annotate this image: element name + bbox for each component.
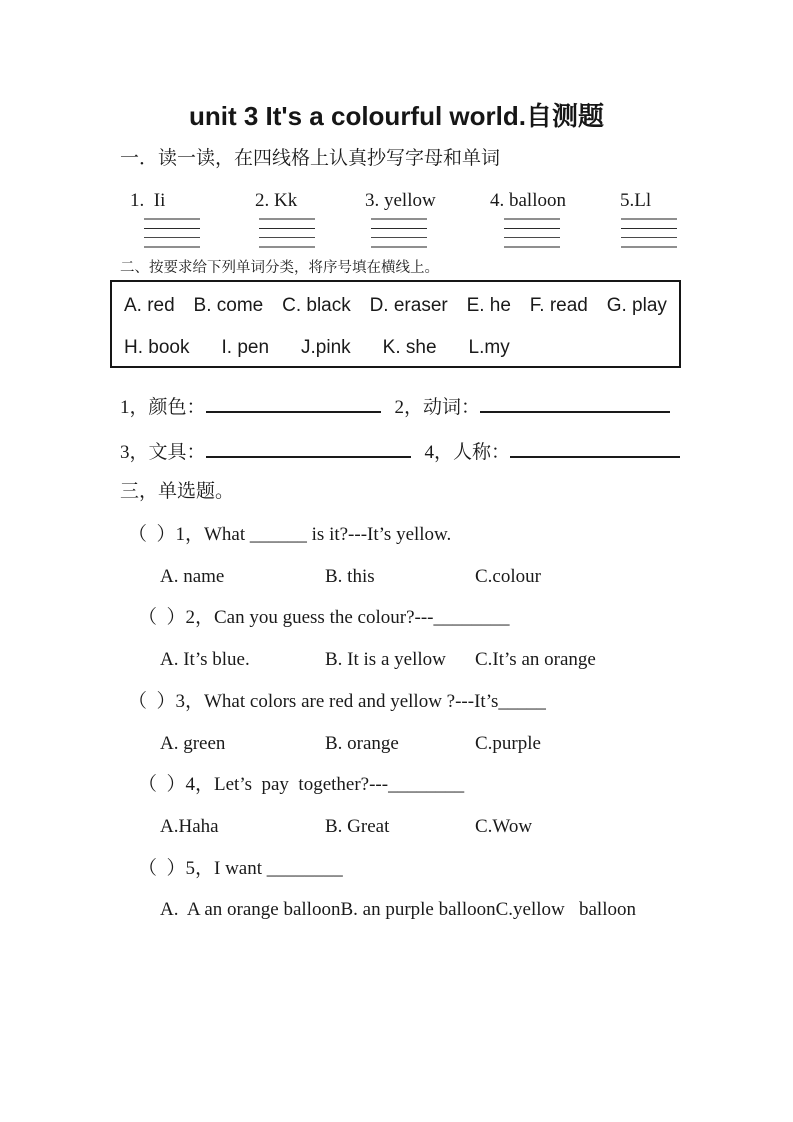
word-bank-item: B. come [193,295,264,316]
writing-line [504,237,560,238]
question-options [120,639,690,681]
word-bank-item: I. pen [221,337,270,358]
writing-line [144,228,200,229]
word-bank-item: J.pink [301,337,351,358]
answer-blank-line [206,437,411,458]
question-options [120,723,690,765]
copy-item-label: 2. Kk [255,190,298,211]
question-block [120,848,690,931]
word-bank-row [124,294,667,318]
writing-line [371,218,427,220]
writing-line [621,246,677,248]
writing-line [144,246,200,248]
copy-item-label: 3. yellow [365,190,436,211]
word-bank-item: C. black [282,295,351,316]
category-blank-row [120,437,680,467]
writing-lines [144,218,200,248]
copy-practice-row [0,188,793,258]
copy-item [490,188,566,248]
question-block [120,681,690,764]
section-one-heading: 一．读一读，在四线格上认真抄写字母和单词 [120,148,501,169]
writing-lines [259,218,315,248]
category-blank-label: 1，颜色： [120,397,206,418]
category-blank-label: 4，人称： [424,442,511,463]
word-bank-item: H. book [124,337,190,358]
question-option: A. It’s blue. [160,649,250,671]
question-option: A. name [160,565,225,587]
question-options [120,889,690,931]
section-two-heading: 二、按要求给下列单词分类，将序号填在横线上。 [120,260,439,276]
category-blank-label: 3，文具： [120,442,206,463]
question-option: C.yellow balloon [495,899,636,921]
word-bank-row [124,336,667,360]
question-options [120,556,690,598]
copy-item [365,188,436,248]
question-options [120,806,690,848]
question-block [120,597,690,680]
question-block [120,514,690,597]
writing-lines [621,218,677,248]
page-title: unit 3 It's a colourful world.自测题 [189,101,604,131]
writing-line [504,246,560,248]
writing-line [621,237,677,238]
writing-line [259,218,315,220]
writing-line [371,237,427,238]
word-bank-item: D. eraser [369,295,448,316]
writing-lines [504,218,560,248]
answer-blank-line [480,392,670,413]
copy-item [255,188,315,248]
section-three-heading: 三，单选题。 [120,481,235,502]
writing-line [504,218,560,220]
question-option: A. A an orange balloon [160,899,341,921]
writing-line [371,246,427,248]
multiple-choice-section [120,514,690,931]
question-option: C.Wow [475,815,533,837]
question-option: A. green [160,732,226,754]
writing-line [504,228,560,229]
copy-item [130,188,200,248]
word-bank-item: F. read [529,295,588,316]
word-bank-item: G. play [606,295,667,316]
question-option: B. orange [325,732,399,754]
writing-lines [371,218,427,248]
writing-line [259,246,315,248]
writing-line [621,218,677,220]
question-option: C.colour [475,565,541,587]
word-bank-item: K. she [382,337,437,358]
question-option: B. Great [325,815,390,837]
question-option: B. It is a yellow [325,649,446,671]
category-blank-label: 2，动词： [394,397,481,418]
copy-item-label: 5.Ll [620,190,652,211]
word-bank-box [110,280,681,368]
copy-item [620,188,677,248]
question-prompt: （ ）5，I want ________ [138,857,343,879]
question-option: C.It’s an orange [475,649,596,671]
question-option: B. an purple balloon [340,899,496,921]
word-bank-item: A. red [124,295,175,316]
writing-line [144,218,200,220]
question-option: B. this [325,565,375,587]
writing-line [144,237,200,238]
question-prompt: （ ）2，Can you guess the colour?---________ [138,607,510,629]
writing-line [621,228,677,229]
word-bank-item: E. he [466,295,511,316]
writing-line [371,228,427,229]
question-prompt: （ ）4，Let’s pay together?---________ [138,774,465,796]
question-prompt: （ ）3，What colors are red and yellow ?---It’s_____ [128,690,546,712]
copy-item-label: 4. balloon [490,190,566,211]
word-bank-item: L.my [468,337,510,358]
writing-line [259,228,315,229]
category-blank-row [120,392,670,422]
writing-line [259,237,315,238]
question-option: A.Haha [160,815,219,837]
question-option: C.purple [475,732,541,754]
answer-blank-line [206,392,381,413]
question-prompt: （ ）1，What ______ is it?---It’s yellow. [128,524,452,545]
answer-blank-line [510,437,680,458]
copy-item-label: 1. Ii [130,190,166,211]
question-block [120,764,690,847]
